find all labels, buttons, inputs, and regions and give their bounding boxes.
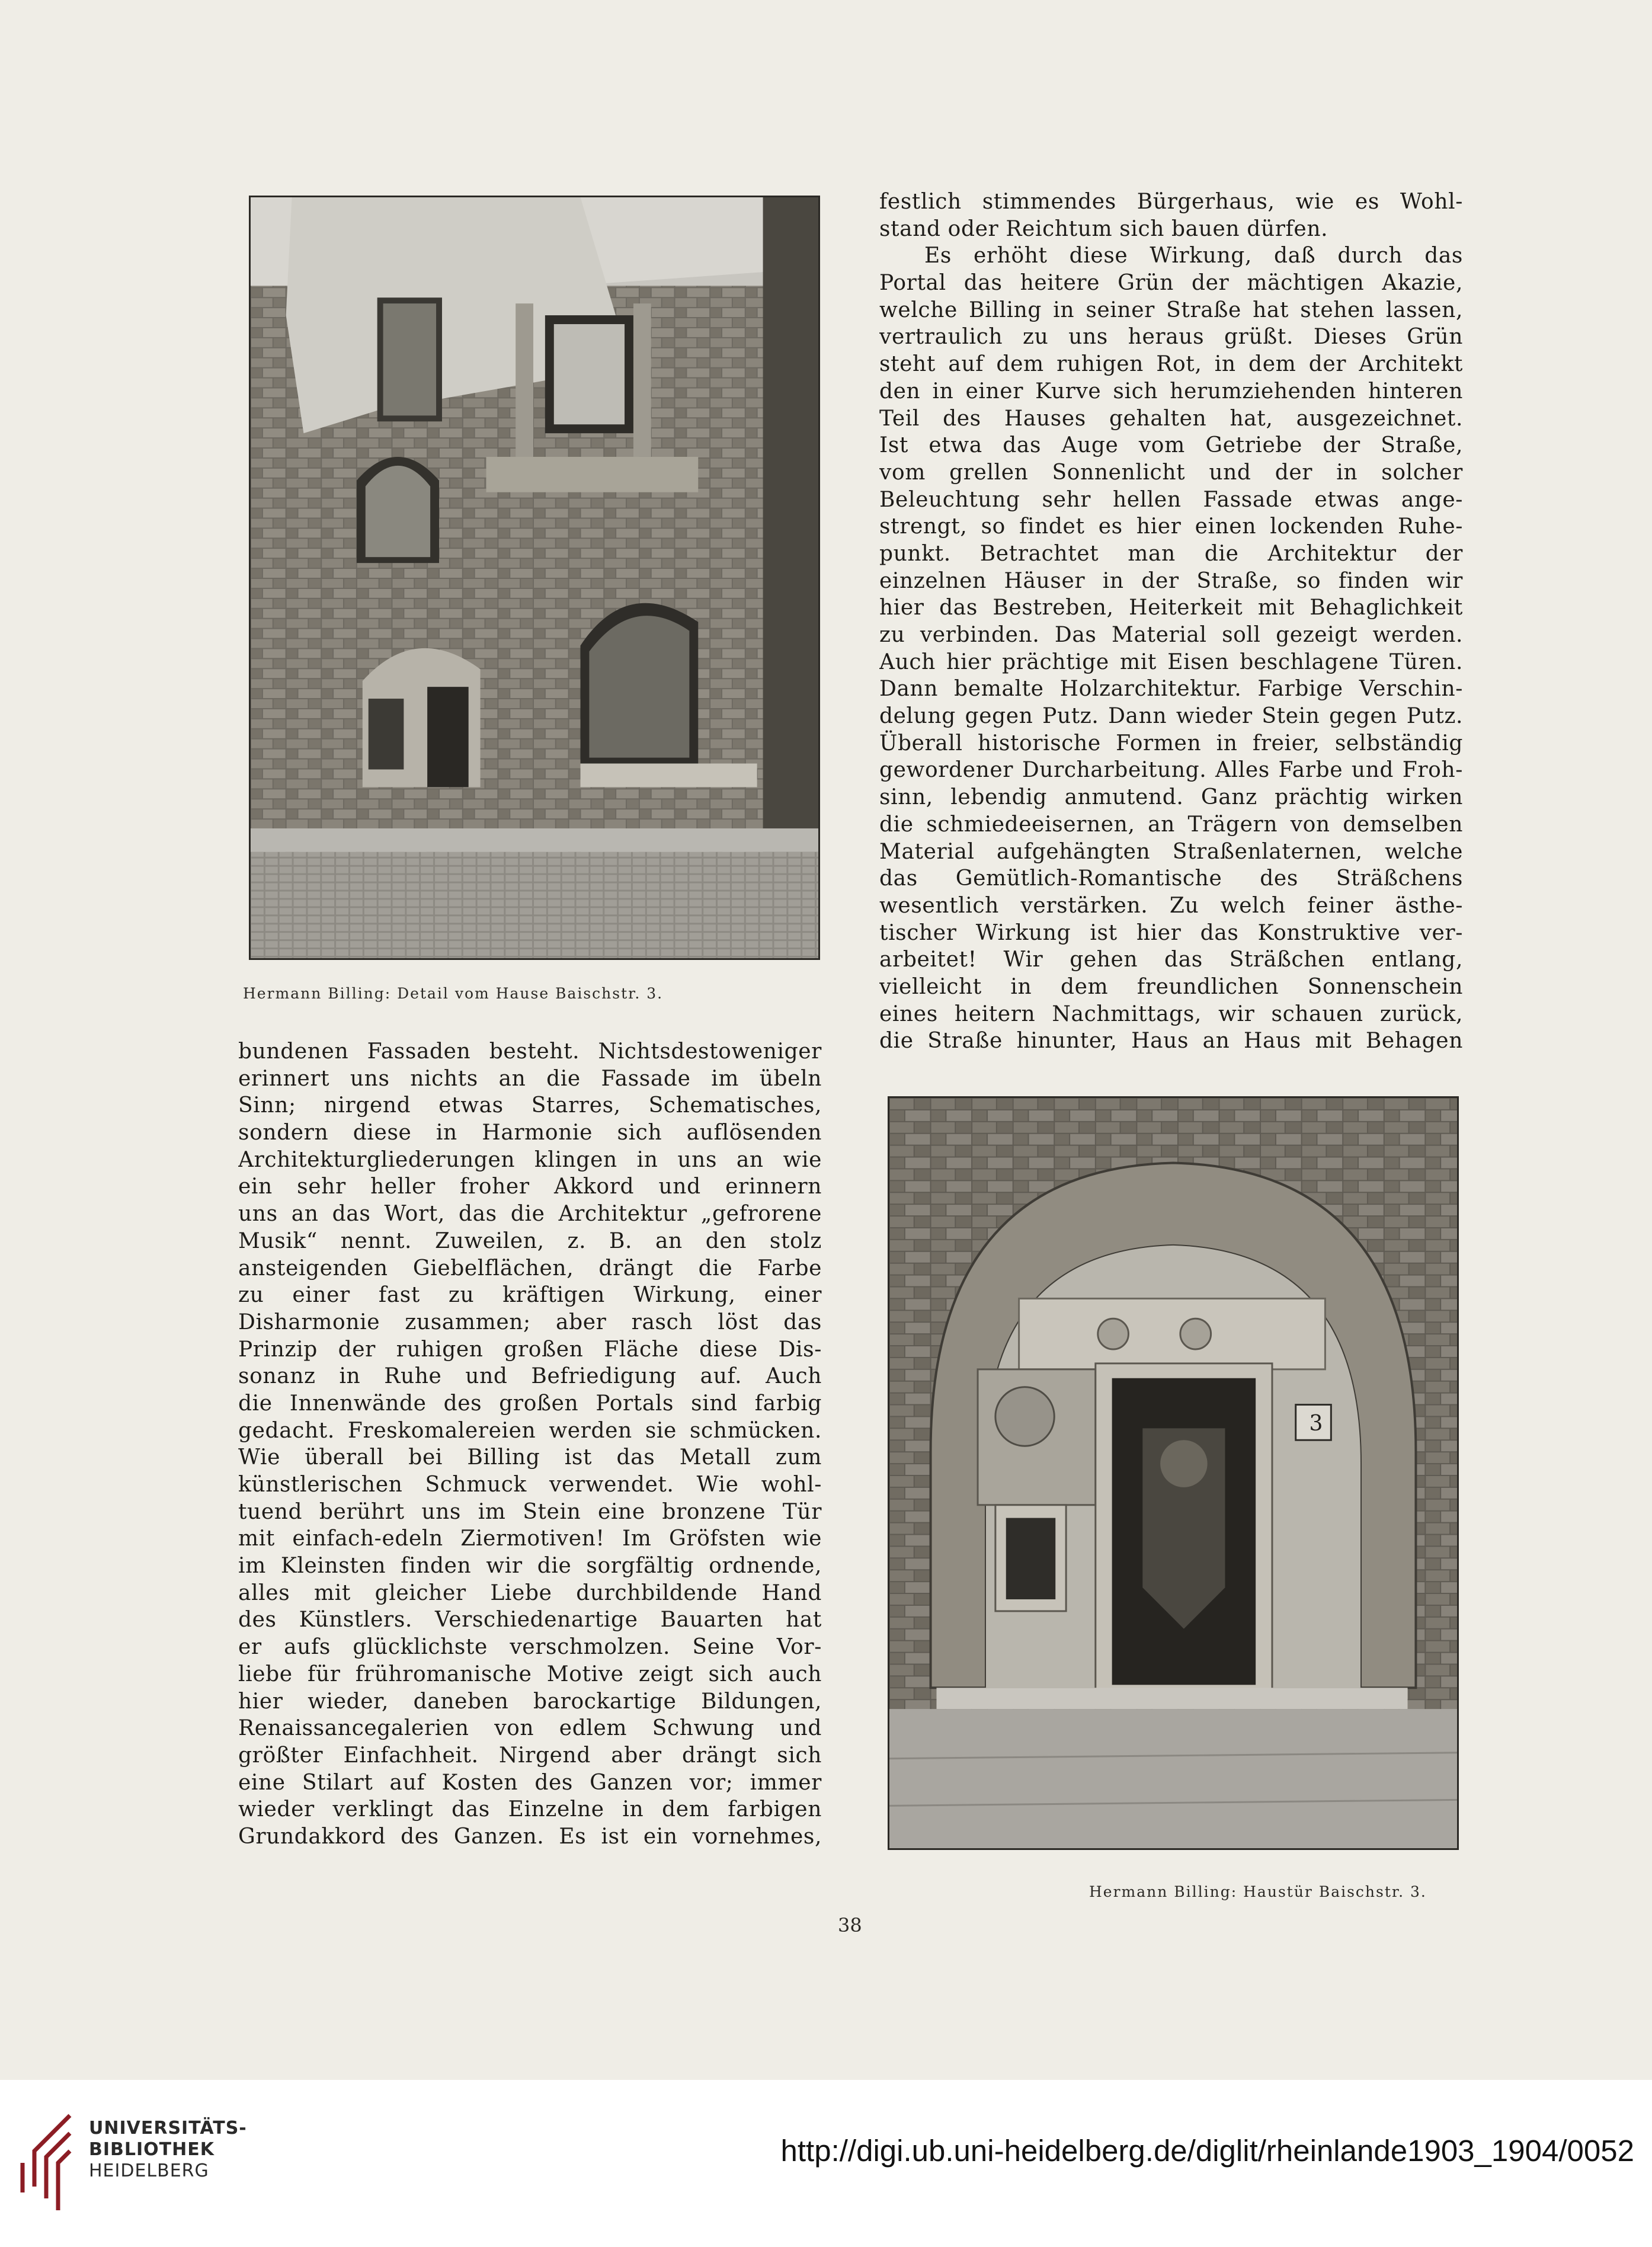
- text-line: Dann bemalte Holzarchitektur. Farbige Verschin-: [879, 677, 1463, 702]
- text-line: er aufs glücklichste verschmolzen. Seine Vor-: [238, 1635, 822, 1660]
- text-line: Renaissancegalerien von edlem Schwung und: [238, 1716, 822, 1741]
- text-line: stand oder Reichtum sich bauen dürfen.: [879, 216, 1328, 241]
- source-url-link[interactable]: http://digi.ub.uni-heidelberg.de/diglit/rheinlande1903_1904/0052: [780, 2134, 1634, 2168]
- text-line: wieder verklingt das Einzelne in dem farbigen: [238, 1797, 822, 1822]
- text-line: die Straße hinunter, Haus an Haus mit Behagen: [879, 1029, 1463, 1054]
- text-line: festlich stimmendes Bürgerhaus, wie es Wohl-: [879, 190, 1463, 214]
- text-line: im Kleinsten finden wir die sorgfältig ordnende,: [238, 1554, 822, 1579]
- text-line: arbeitet! Wir gehen das Sträßchen entlang,: [879, 948, 1463, 972]
- text-line: mit einfach-edeln Ziermotiven! Im Gröfsten wie: [238, 1526, 822, 1551]
- text-line: strengt, so findet es hier einen lockenden Ruhe-: [879, 514, 1463, 539]
- text-line: hier das Bestreben, Heiterkeit mit Behaglichkeit: [879, 596, 1463, 620]
- text-line: Wie überall bei Billing ist das Metall zum: [238, 1445, 822, 1470]
- text-line: Sinn; nirgend etwas Starres, Schematisches,: [238, 1093, 822, 1118]
- text-line: die Innenwände des großen Portals sind farbig: [238, 1391, 822, 1416]
- text-line: delung gegen Putz. Dann wieder Stein gegen Putz.: [879, 704, 1463, 729]
- text-line: ein sehr heller froher Akkord und erinnern: [238, 1174, 822, 1199]
- text-line: uns an das Wort, das die Architektur „gefrorene: [238, 1202, 822, 1227]
- text-line: bundenen Fassaden besteht. Nichtsdestoweniger: [238, 1039, 822, 1064]
- logo-line-2: BIBLIOTHEK: [89, 2139, 214, 2160]
- text-line: sinn, lebendig anmutend. Ganz prächtig wirken: [879, 785, 1463, 810]
- house-number: 3: [1309, 1411, 1323, 1436]
- text-line: Es erhöht diese Wirkung, daß durch das: [924, 244, 1463, 268]
- text-line: Teil des Hauses gehalten hat, ausgezeichnet.: [879, 406, 1463, 431]
- text-line: des Künstlers. Verschiedenartige Bauarten hat: [238, 1608, 822, 1633]
- text-line: gewordener Durcharbeitung. Alles Farbe und Froh-: [879, 758, 1463, 783]
- text-line: Überall historische Formen in freier, selbständig: [879, 731, 1463, 756]
- library-logo-icon: [17, 2110, 76, 2216]
- text-line: punkt. Betrachtet man die Architektur der: [879, 541, 1463, 566]
- text-line: Auch hier prächtige mit Eisen beschlagene Türen.: [879, 649, 1463, 674]
- door-caption: Hermann Billing: Haustür Baischstr. 3.: [1089, 1883, 1427, 1900]
- text-line: vielleicht in dem freundlichen Sonnenschein: [879, 974, 1463, 999]
- page-number: 38: [838, 1914, 862, 1936]
- text-line: Architekturgliederungen klingen in uns an wie: [238, 1147, 822, 1172]
- text-line: Portal das heitere Grün der mächtigen Akazie,: [879, 271, 1463, 296]
- text-line: den in einer Kurve sich herumziehenden hinteren: [879, 379, 1463, 404]
- text-line: zu einer fast zu kräftigen Wirkung, einer: [238, 1283, 822, 1308]
- text-line: eine Stilart auf Kosten des Ganzen vor; immer: [238, 1770, 822, 1795]
- left-column-text: [238, 1038, 822, 1851]
- text-line: vertraulich zu uns heraus grüßt. Dieses Grün: [879, 325, 1463, 350]
- text-line: liebe für frühromanische Motive zeigt sich auch: [238, 1662, 822, 1686]
- text-line: welche Billing in seiner Straße hat stehen lassen,: [879, 297, 1463, 322]
- text-line: künstlerischen Schmuck verwendet. Wie wohl-: [238, 1473, 822, 1497]
- text-line: Ist etwa das Auge vom Getriebe der Straße,: [879, 433, 1463, 458]
- logo-line-3: HEIDELBERG: [89, 2160, 209, 2181]
- text-line: Beleuchtung sehr hellen Fassade etwas ange-: [879, 487, 1463, 512]
- text-line: sonanz in Ruhe und Befriedigung auf. Auch: [238, 1364, 822, 1389]
- right-column-text: [879, 188, 1463, 1055]
- text-line: vom grellen Sonnenlicht und der in solcher: [879, 460, 1463, 485]
- text-line: Grundakkord des Ganzen. Es ist ein vornehmes,: [238, 1824, 822, 1849]
- text-line: alles mit gleicher Liebe durchbildende Hand: [238, 1580, 822, 1605]
- text-line: ansteigenden Giebelflächen, drängt die Farbe: [238, 1256, 822, 1281]
- library-logo-text: [89, 2118, 247, 2182]
- text-line: Musik“ nennt. Zuweilen, z. B. an den stolz: [238, 1228, 822, 1253]
- text-line: tuend berührt uns im Stein eine bronzene Tür: [238, 1499, 822, 1524]
- text-line: eines heitern Nachmittags, wir schauen zurück,: [879, 1001, 1463, 1026]
- facade-caption: Hermann Billing: Detail vom Hause Baischstr. 3.: [243, 985, 664, 1002]
- text-line: hier wieder, daneben barockartige Bildungen,: [238, 1689, 822, 1714]
- text-line: das Gemütlich-Romantische des Sträßchens: [879, 866, 1463, 891]
- text-line: Material aufgehängten Straßenlaternen, welche: [879, 839, 1463, 864]
- text-line: wesentlich verstärken. Zu welch feiner ästhe-: [879, 893, 1463, 918]
- text-line: größter Einfachheit. Nirgend aber drängt sich: [238, 1743, 822, 1768]
- logo-line-1: UNIVERSITÄTS-: [89, 2118, 247, 2139]
- door-photo: [888, 1096, 1459, 1850]
- text-line: Prinzip der ruhigen großen Fläche diese Dis-: [238, 1337, 822, 1362]
- text-line: sondern diese in Harmonie sich auflösenden: [238, 1121, 822, 1145]
- text-line: steht auf dem ruhigen Rot, in dem der Architekt: [879, 352, 1463, 377]
- text-line: die schmiedeeisernen, an Trägern von demselben: [879, 812, 1463, 837]
- facade-photo: [249, 196, 820, 960]
- text-line: einzelnen Häuser in der Straße, so finden wir: [879, 568, 1463, 593]
- text-line: Disharmonie zusammen; aber rasch löst das: [238, 1310, 822, 1334]
- text-line: tischer Wirkung ist hier das Konstruktive ver-: [879, 920, 1463, 945]
- text-line: erinnert uns nichts an die Fassade im übeln: [238, 1066, 822, 1091]
- text-line: gedacht. Freskomalereien werden sie schmücken.: [238, 1418, 822, 1443]
- text-line: zu verbinden. Das Material soll gezeigt werden.: [879, 623, 1463, 647]
